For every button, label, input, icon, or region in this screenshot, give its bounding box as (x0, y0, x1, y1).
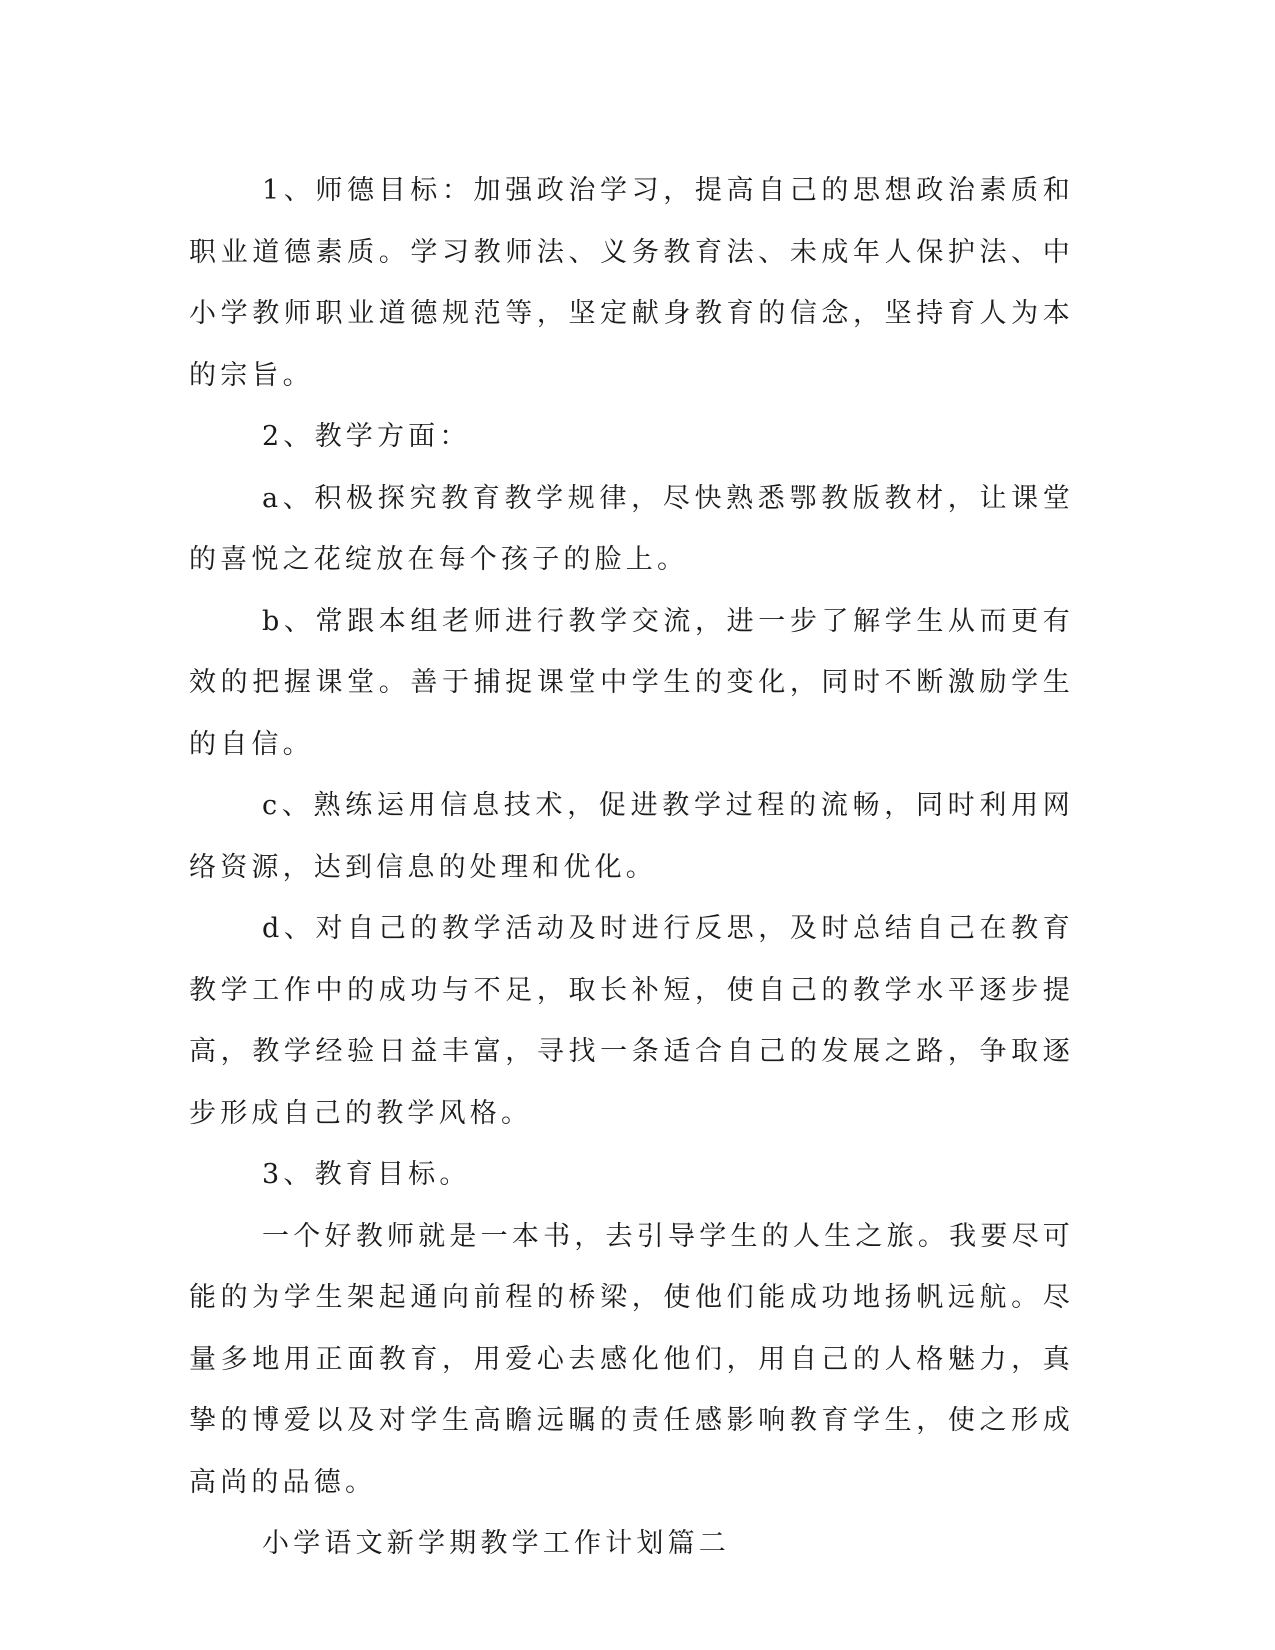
paragraph-teaching-item-d: d、对自己的教学活动及时进行反思，及时总结自己在教育教学工作中的成功与不足，取长补短，使自己的教学水平逐步提高，教学经验日益丰富，寻找一条适合自己的发展之路，争取逐步形成自己的教学风格。 (189, 913, 1074, 1129)
paragraph-education-goal-heading: 3、教育目标。 (262, 1159, 471, 1190)
paragraph-teaching-item-c: c、熟练运用信息技术，促进教学过程的流畅，同时利用网络资源，达到信息的处理和优化。 (189, 790, 1074, 883)
document-body (189, 160, 1074, 1575)
paragraph-education-goal-body: 一个好教师就是一本书，去引导学生的人生之旅。我要尽可能的为学生架起通向前程的桥梁，使他们能成功地扬帆远航。尽量多地用正面教育，用爱心去感化他们，用自己的人格魅力，真挚的博爱以及对学生高瞻远瞩的责任感影响教育学生，使之形成高尚的品德。 (189, 1220, 1074, 1498)
paragraph-teaching-heading: 2、教学方面： (262, 421, 471, 452)
paragraph-teaching-item-b: b、常跟本组老师进行教学交流，进一步了解学生从而更有效的把握课堂。善于捕捉课堂中学生的变化，同时不断激励学生的自信。 (189, 605, 1074, 760)
paragraph-teaching-item-a: a、积极探究教育教学规律，尽快熟悉鄂教版教材，让课堂的喜悦之花绽放在每个孩子的脸上。 (189, 482, 1074, 575)
section-title-part-two: 小学语文新学期教学工作计划篇二 (262, 1528, 730, 1559)
paragraph-teacher-ethics-goal: 1、师德目标：加强政治学习，提高自己的思想政治素质和职业道德素质。学习教师法、义务教育法、未成年人保护法、中小学教师职业道德规范等，坚定献身教育的信念，坚持育人为本的宗旨。 (189, 175, 1074, 391)
